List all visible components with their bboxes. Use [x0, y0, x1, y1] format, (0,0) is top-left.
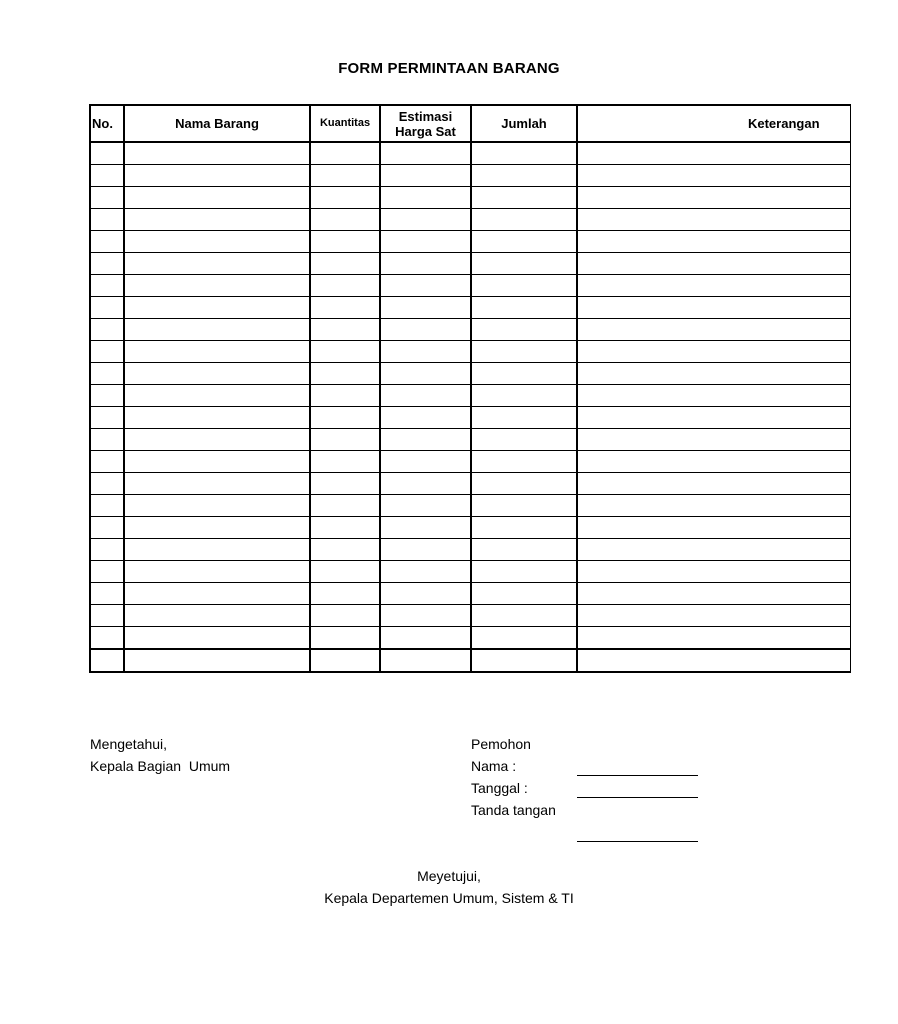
- cell-nama-barang[interactable]: [124, 341, 310, 363]
- cell-no[interactable]: [90, 539, 124, 561]
- cell-keterangan[interactable]: [577, 649, 850, 672]
- cell-estimasi[interactable]: [380, 275, 471, 297]
- cell-no[interactable]: [90, 231, 124, 253]
- cell-nama-barang[interactable]: [124, 231, 310, 253]
- cell-no[interactable]: [90, 275, 124, 297]
- cell-estimasi[interactable]: [380, 142, 471, 165]
- cell-kuantitas[interactable]: [310, 473, 380, 495]
- cell-keterangan[interactable]: [577, 561, 850, 583]
- tanda-tangan-label: Tanda tangan: [471, 802, 556, 818]
- cell-keterangan[interactable]: [577, 583, 850, 605]
- cell-estimasi[interactable]: [380, 605, 471, 627]
- header-estimasi-harga: [380, 105, 471, 142]
- cell-kuantitas[interactable]: [310, 539, 380, 561]
- cell-nama-barang[interactable]: [124, 473, 310, 495]
- table-row: [90, 451, 850, 473]
- cell-no[interactable]: [90, 385, 124, 407]
- nama-field-line[interactable]: [577, 775, 698, 776]
- cell-jumlah[interactable]: [471, 385, 577, 407]
- table-row: [90, 561, 850, 583]
- cell-kuantitas[interactable]: [310, 231, 380, 253]
- cell-nama-barang[interactable]: [124, 407, 310, 429]
- table-row: [90, 539, 850, 561]
- cell-keterangan[interactable]: [577, 231, 850, 253]
- cell-no[interactable]: [90, 605, 124, 627]
- cell-kuantitas[interactable]: [310, 297, 380, 319]
- cell-kuantitas[interactable]: [310, 209, 380, 231]
- cell-no[interactable]: [90, 341, 124, 363]
- cell-estimasi[interactable]: [380, 649, 471, 672]
- table-row: [90, 385, 850, 407]
- cell-kuantitas[interactable]: [310, 165, 380, 187]
- table-row: [90, 209, 850, 231]
- cell-keterangan[interactable]: [577, 495, 850, 517]
- cell-nama-barang[interactable]: [124, 649, 310, 672]
- cell-no[interactable]: [90, 473, 124, 495]
- cell-keterangan[interactable]: [577, 275, 850, 297]
- kepala-departemen-label: Kepala Departemen Umum, Sistem & TI: [324, 890, 574, 906]
- cell-estimasi[interactable]: [380, 627, 471, 650]
- cell-kuantitas[interactable]: [310, 561, 380, 583]
- cell-no[interactable]: [90, 583, 124, 605]
- cell-estimasi[interactable]: [380, 165, 471, 187]
- menyetujui-label: Meyetujui,: [417, 868, 481, 884]
- header-kuantitas: Kuantitas: [310, 105, 380, 142]
- pemohon-label: Pemohon: [471, 736, 531, 752]
- cell-no[interactable]: [90, 451, 124, 473]
- cell-no[interactable]: [90, 495, 124, 517]
- cell-estimasi[interactable]: [380, 231, 471, 253]
- cell-kuantitas[interactable]: [310, 363, 380, 385]
- approval-block: [0, 865, 898, 909]
- cell-nama-barang[interactable]: [124, 253, 310, 275]
- table-row: [90, 495, 850, 517]
- cell-keterangan[interactable]: [577, 429, 850, 451]
- cell-jumlah[interactable]: [471, 319, 577, 341]
- cell-nama-barang[interactable]: [124, 165, 310, 187]
- cell-jumlah[interactable]: [471, 231, 577, 253]
- nama-label: Nama :: [471, 758, 517, 774]
- cell-nama-barang[interactable]: [124, 517, 310, 539]
- cell-jumlah[interactable]: [471, 297, 577, 319]
- cell-keterangan[interactable]: [577, 341, 850, 363]
- cell-estimasi[interactable]: [380, 561, 471, 583]
- cell-keterangan[interactable]: [577, 517, 850, 539]
- cell-jumlah[interactable]: [471, 209, 577, 231]
- cell-jumlah[interactable]: [471, 341, 577, 363]
- mengetahui-label: Mengetahui,: [90, 736, 168, 752]
- table-row: [90, 407, 850, 429]
- cell-keterangan[interactable]: [577, 297, 850, 319]
- table-row: [90, 142, 850, 165]
- cell-jumlah[interactable]: [471, 451, 577, 473]
- cell-jumlah[interactable]: [471, 363, 577, 385]
- cell-no[interactable]: [90, 187, 124, 209]
- cell-nama-barang[interactable]: [124, 583, 310, 605]
- table-row: [90, 297, 850, 319]
- cell-nama-barang[interactable]: [124, 275, 310, 297]
- cell-estimasi[interactable]: [380, 297, 471, 319]
- cell-jumlah[interactable]: [471, 605, 577, 627]
- cell-kuantitas[interactable]: [310, 649, 380, 672]
- cell-keterangan[interactable]: [577, 187, 850, 209]
- cell-kuantitas[interactable]: [310, 142, 380, 165]
- cell-estimasi[interactable]: [380, 473, 471, 495]
- cell-no[interactable]: [90, 142, 124, 165]
- request-table: [89, 104, 851, 673]
- table-row: [90, 473, 850, 495]
- cell-no[interactable]: [90, 627, 124, 650]
- tanggal-field-line[interactable]: [577, 797, 698, 798]
- cell-jumlah[interactable]: [471, 495, 577, 517]
- cell-jumlah[interactable]: [471, 407, 577, 429]
- table-row: [90, 605, 850, 627]
- cell-estimasi[interactable]: [380, 583, 471, 605]
- cell-jumlah[interactable]: [471, 649, 577, 672]
- header-keterangan: Keterangan: [577, 105, 850, 142]
- cell-no[interactable]: [90, 319, 124, 341]
- cell-jumlah[interactable]: [471, 473, 577, 495]
- table-row: [90, 363, 850, 385]
- cell-jumlah[interactable]: [471, 142, 577, 165]
- cell-kuantitas[interactable]: [310, 319, 380, 341]
- cell-keterangan[interactable]: [577, 385, 850, 407]
- cell-no[interactable]: [90, 429, 124, 451]
- cell-no[interactable]: [90, 209, 124, 231]
- pemohon-block: [471, 733, 556, 821]
- cell-kuantitas[interactable]: [310, 605, 380, 627]
- cell-kuantitas[interactable]: [310, 429, 380, 451]
- cell-jumlah[interactable]: [471, 517, 577, 539]
- cell-jumlah[interactable]: [471, 187, 577, 209]
- cell-kuantitas[interactable]: [310, 627, 380, 650]
- cell-jumlah[interactable]: [471, 275, 577, 297]
- cell-nama-barang[interactable]: [124, 539, 310, 561]
- cell-keterangan[interactable]: [577, 627, 850, 650]
- cell-keterangan[interactable]: [577, 363, 850, 385]
- cell-jumlah[interactable]: [471, 583, 577, 605]
- cell-nama-barang[interactable]: [124, 209, 310, 231]
- cell-keterangan[interactable]: [577, 473, 850, 495]
- table-row: [90, 231, 850, 253]
- cell-estimasi[interactable]: [380, 385, 471, 407]
- cell-nama-barang[interactable]: [124, 363, 310, 385]
- cell-kuantitas[interactable]: [310, 451, 380, 473]
- cell-kuantitas[interactable]: [310, 407, 380, 429]
- cell-no[interactable]: [90, 517, 124, 539]
- cell-keterangan[interactable]: [577, 539, 850, 561]
- cell-kuantitas[interactable]: [310, 517, 380, 539]
- cell-keterangan[interactable]: [577, 253, 850, 275]
- cell-estimasi[interactable]: [380, 495, 471, 517]
- cell-nama-barang[interactable]: [124, 429, 310, 451]
- cell-estimasi[interactable]: [380, 363, 471, 385]
- cell-kuantitas[interactable]: [310, 187, 380, 209]
- cell-estimasi[interactable]: [380, 517, 471, 539]
- cell-nama-barang[interactable]: [124, 605, 310, 627]
- cell-estimasi[interactable]: [380, 451, 471, 473]
- cell-kuantitas[interactable]: [310, 385, 380, 407]
- cell-jumlah[interactable]: [471, 561, 577, 583]
- cell-no[interactable]: [90, 363, 124, 385]
- cell-keterangan[interactable]: [577, 319, 850, 341]
- tanggal-label: Tanggal :: [471, 780, 528, 796]
- table-row: [90, 319, 850, 341]
- cell-nama-barang[interactable]: [124, 451, 310, 473]
- table-row: [90, 627, 850, 650]
- cell-nama-barang[interactable]: [124, 319, 310, 341]
- tanda-tangan-field-line[interactable]: [577, 841, 698, 842]
- table-row: [90, 253, 850, 275]
- cell-no[interactable]: [90, 649, 124, 672]
- cell-estimasi[interactable]: [380, 407, 471, 429]
- cell-kuantitas[interactable]: [310, 495, 380, 517]
- cell-keterangan[interactable]: [577, 165, 850, 187]
- header-estimasi-line1: Estimasi: [398, 108, 453, 124]
- cell-keterangan[interactable]: [577, 605, 850, 627]
- table-row: [90, 583, 850, 605]
- cell-no[interactable]: [90, 297, 124, 319]
- cell-estimasi[interactable]: [380, 253, 471, 275]
- cell-estimasi[interactable]: [380, 209, 471, 231]
- cell-kuantitas[interactable]: [310, 275, 380, 297]
- cell-estimasi[interactable]: [380, 539, 471, 561]
- cell-estimasi[interactable]: [380, 319, 471, 341]
- header-jumlah: Jumlah: [471, 105, 577, 142]
- cell-kuantitas[interactable]: [310, 341, 380, 363]
- cell-jumlah[interactable]: [471, 539, 577, 561]
- cell-nama-barang[interactable]: [124, 561, 310, 583]
- table-row: [90, 165, 850, 187]
- request-table-wrapper: [89, 104, 820, 667]
- cell-jumlah[interactable]: [471, 165, 577, 187]
- cell-no[interactable]: [90, 165, 124, 187]
- table-body: [90, 142, 850, 672]
- header-no: No.: [90, 105, 124, 142]
- cell-no[interactable]: [90, 561, 124, 583]
- kepala-bagian-label: Kepala Bagian Umum: [90, 758, 231, 774]
- cell-keterangan[interactable]: [577, 142, 850, 165]
- cell-keterangan[interactable]: [577, 451, 850, 473]
- cell-no[interactable]: [90, 407, 124, 429]
- cell-jumlah[interactable]: [471, 429, 577, 451]
- cell-kuantitas[interactable]: [310, 253, 380, 275]
- table-row: [90, 341, 850, 363]
- table-header-row: [90, 105, 850, 142]
- cell-keterangan[interactable]: [577, 407, 850, 429]
- table-row: [90, 429, 850, 451]
- table-row: [90, 275, 850, 297]
- cell-jumlah[interactable]: [471, 253, 577, 275]
- cell-nama-barang[interactable]: [124, 187, 310, 209]
- cell-nama-barang[interactable]: [124, 385, 310, 407]
- header-estimasi-line2: Harga Sat: [395, 123, 456, 139]
- cell-nama-barang[interactable]: [124, 142, 310, 165]
- mengetahui-block: [90, 733, 230, 777]
- form-title: FORM PERMINTAAN BARANG: [338, 60, 560, 77]
- cell-nama-barang[interactable]: [124, 627, 310, 650]
- cell-kuantitas[interactable]: [310, 583, 380, 605]
- table-row: [90, 517, 850, 539]
- cell-keterangan[interactable]: [577, 209, 850, 231]
- cell-nama-barang[interactable]: [124, 495, 310, 517]
- cell-nama-barang[interactable]: [124, 297, 310, 319]
- cell-estimasi[interactable]: [380, 429, 471, 451]
- table-row: [90, 187, 850, 209]
- header-nama-barang: Nama Barang: [124, 105, 310, 142]
- cell-estimasi[interactable]: [380, 187, 471, 209]
- cell-estimasi[interactable]: [380, 341, 471, 363]
- table-row: [90, 649, 850, 672]
- cell-jumlah[interactable]: [471, 627, 577, 650]
- cell-no[interactable]: [90, 253, 124, 275]
